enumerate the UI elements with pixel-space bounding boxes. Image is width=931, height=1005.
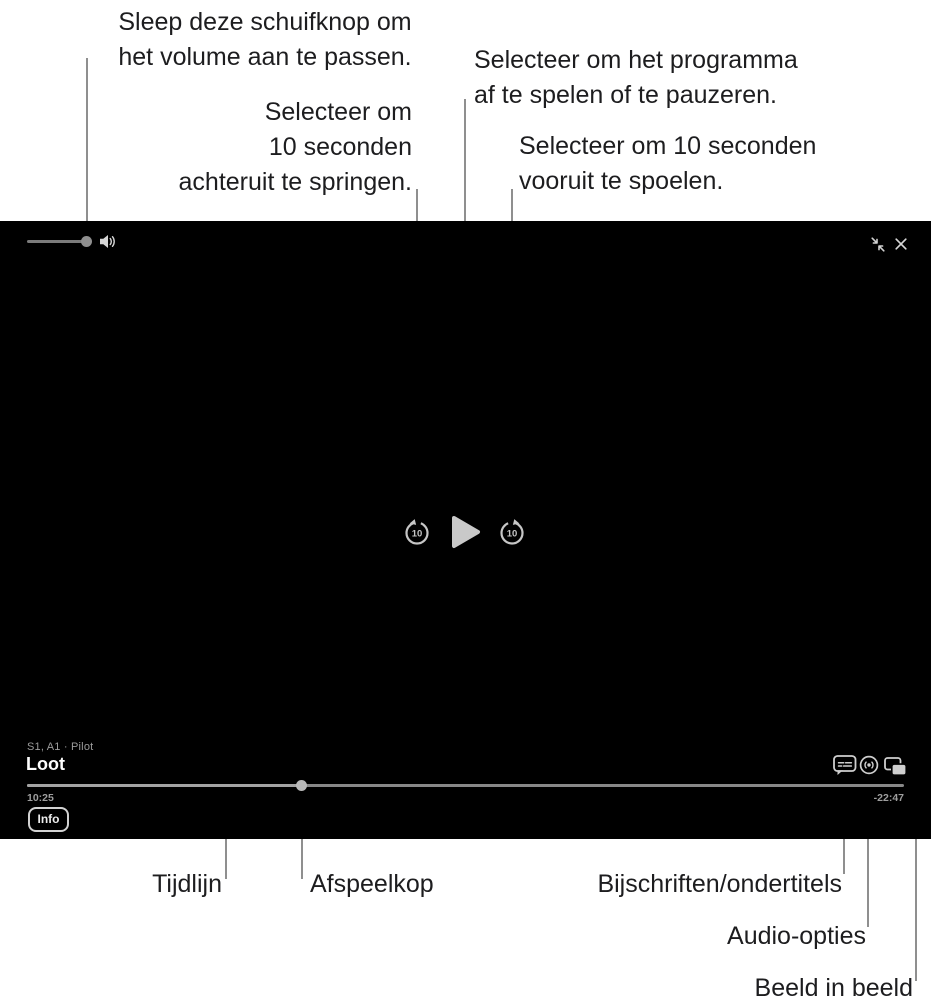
captions-button[interactable] bbox=[833, 755, 857, 776]
rewind-annotation-line2: 10 seconden bbox=[268, 133, 412, 161]
picture-in-picture-icon bbox=[885, 758, 907, 776]
pip-annotation: Beeld in beeld bbox=[754, 974, 913, 1002]
forward-annotation bbox=[519, 129, 816, 199]
play-triangle-icon bbox=[454, 518, 478, 546]
remaining-time: -22:47 bbox=[873, 792, 904, 804]
volume-annotation-line2: het volume aan te passen. bbox=[118, 43, 412, 71]
volume-slider-knob[interactable] bbox=[81, 236, 92, 247]
speaker-icon[interactable] bbox=[99, 234, 116, 249]
play-annotation bbox=[474, 43, 798, 113]
episode-info: S1, A1 · Pilot bbox=[27, 741, 94, 753]
play-annotation-line1: Selecteer om het programma bbox=[474, 46, 798, 74]
forward-annotation-line2: vooruit te spoelen. bbox=[519, 167, 724, 195]
play-pause-button[interactable] bbox=[451, 515, 481, 549]
picture-in-picture-button[interactable] bbox=[884, 757, 907, 776]
audio-annotation: Audio-opties bbox=[727, 922, 866, 950]
captions-bubble-icon bbox=[834, 756, 856, 775]
elapsed-time: 10:25 bbox=[27, 792, 54, 804]
rewind-annotation bbox=[179, 95, 412, 200]
playhead-knob[interactable] bbox=[296, 780, 307, 791]
forward-annotation-line1: Selecteer om 10 seconden bbox=[519, 132, 817, 160]
timeline-scrubber[interactable] bbox=[27, 784, 904, 787]
rewind-annotation-line1: Selecteer om bbox=[264, 98, 412, 126]
timeline-elapsed bbox=[27, 784, 302, 787]
volume-annotation-line1: Sleep deze schuifknop om bbox=[118, 8, 412, 36]
show-title: Loot bbox=[26, 754, 65, 774]
volume-callout-line bbox=[86, 58, 88, 241]
captions-annotation: Bijschriften/ondertitels bbox=[597, 870, 842, 898]
video-player bbox=[0, 221, 931, 839]
skip-back-label: 10 bbox=[411, 528, 423, 540]
timeline-annotation: Tijdlijn bbox=[152, 870, 222, 898]
rewind-annotation-line3: achteruit te springen. bbox=[178, 168, 412, 196]
skip-forward-10-button[interactable] bbox=[498, 518, 526, 546]
exit-fullscreen-button[interactable] bbox=[869, 236, 887, 253]
playhead-annotation: Afspeelkop bbox=[310, 870, 434, 898]
skip-forward-label: 10 bbox=[506, 528, 518, 540]
audio-options-icon bbox=[861, 757, 878, 774]
shrink-arrows-icon bbox=[872, 238, 884, 251]
volume-annotation bbox=[90, 5, 440, 75]
skip-back-10-button[interactable] bbox=[403, 518, 431, 546]
audio-options-button[interactable] bbox=[859, 755, 879, 775]
volume-slider-track[interactable] bbox=[27, 240, 87, 243]
close-x-icon bbox=[896, 239, 906, 249]
info-button[interactable]: Info bbox=[28, 807, 69, 832]
close-button[interactable] bbox=[894, 237, 908, 251]
play-annotation-line2: af te spelen of te pauzeren. bbox=[474, 81, 777, 109]
